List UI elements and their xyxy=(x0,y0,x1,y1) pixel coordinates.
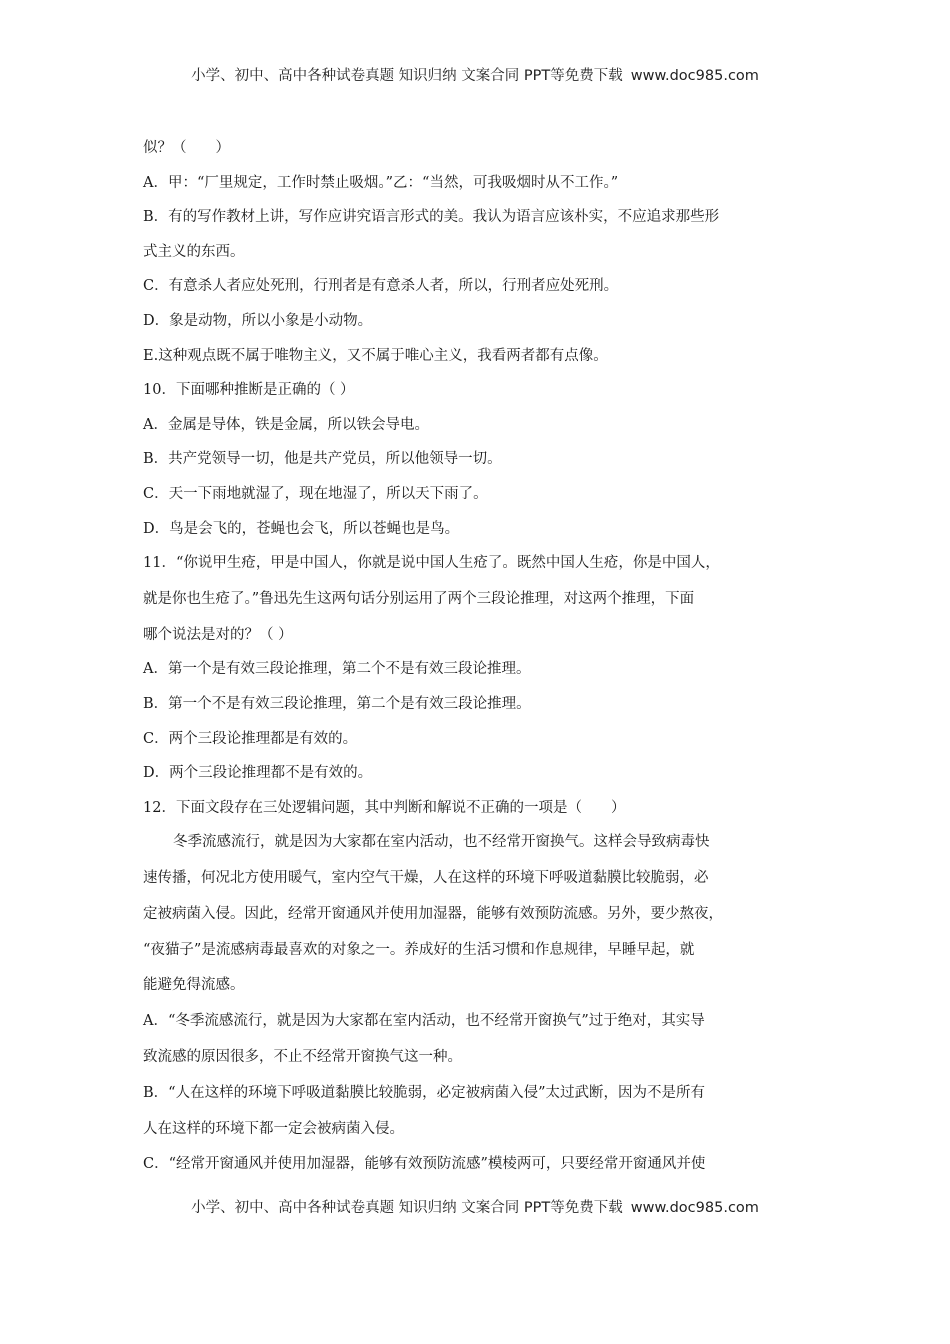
question-10-stem: 10．下面哪种推断是正确的（ ） xyxy=(143,382,355,399)
q11-option-b: B．第一个不是有效三段论推理，第二个是有效三段论推理。 xyxy=(143,695,531,712)
q9-option-e: E.这种观点既不属于唯物主义，又不属于唯心主义，我看两者都有点像。 xyxy=(143,347,608,364)
question-11-stem: 11．“你说甲生疮，甲是中国人，你就是说中国人生疮了。既然中国人生疮，你是中国人， xyxy=(143,555,720,572)
footer-site-link[interactable]: www.doc985.com xyxy=(630,1200,759,1216)
header-site-link[interactable]: www.doc985.com xyxy=(630,68,759,84)
q12-passage-line: 速传播，何况北方使用暖气，室内空气干燥，人在这样的环境下呼吸道黏膜比较脆弱，必 xyxy=(143,870,709,887)
question-12-stem: 12．下面文段存在三处逻辑问题，其中判断和解说不正确的一项是（ ） xyxy=(143,799,626,816)
question-11-stem-end: 哪个说法是对的？（ ） xyxy=(143,626,293,643)
header-text: 小学、初中、高中各种试卷真题 知识归纳 文案合同 PPT等免费下载 xyxy=(191,68,623,84)
q10-option-b: B．共产党领导一切，他是共产党员，所以他领导一切。 xyxy=(143,451,502,468)
q10-option-a: A．金属是导体，铁是金属，所以铁会导电。 xyxy=(143,416,429,433)
q12-option-a: A．“冬季流感流行，就是因为大家都在室内活动，也不经常开窗换气”过于绝对，其实导 xyxy=(143,1013,705,1030)
q9-option-a: A．甲：“厂里规定，工作时禁止吸烟。”乙：“当然，可我吸烟时从不工作。” xyxy=(143,174,619,191)
page-footer xyxy=(0,1196,950,1217)
q12-passage-line: 能避免得流感。 xyxy=(143,977,245,994)
q12-passage-line: “夜猫子”是流感病毒最喜欢的对象之一。养成好的生活习惯和作息规律，早睡早起，就 xyxy=(143,941,695,958)
q9-option-c: C．有意杀人者应处死刑，行刑者是有意杀人者，所以，行刑者应处死刑。 xyxy=(143,278,619,295)
q9-option-b-cont: 式主义的东西。 xyxy=(143,243,245,260)
q11-option-a: A．第一个是有效三段论推理，第二个不是有效三段论推理。 xyxy=(143,661,531,678)
q12-passage-line: 冬季流感流行，就是因为大家都在室内活动，也不经常开窗换气。这样会导致病毒快 xyxy=(173,834,710,851)
q10-option-c: C．天一下雨地就湿了，现在地湿了，所以天下雨了。 xyxy=(143,485,488,502)
q12-passage-line: 定被病菌入侵。因此，经常开窗通风并使用加湿器，能够有效预防流感。另外，要少熬夜， xyxy=(143,905,723,922)
page-header xyxy=(0,64,950,85)
q12-option-a-cont: 致流感的原因很多，不止不经常开窗换气这一种。 xyxy=(143,1049,462,1066)
question-9-stem-tail: 似？（ ） xyxy=(143,140,230,156)
footer-text: 小学、初中、高中各种试卷真题 知识归纳 文案合同 PPT等免费下载 xyxy=(191,1200,623,1216)
q12-option-b: B．“人在这样的环境下呼吸道黏膜比较脆弱，必定被病菌入侵”太过武断，因为不是所有 xyxy=(143,1084,705,1101)
q12-option-c: C．“经常开窗通风并使用加湿器，能够有效预防流感”模棱两可，只要经常开窗通风并使 xyxy=(143,1156,706,1173)
document-body xyxy=(143,134,809,1185)
q9-option-d: D．象是动物，所以小象是小动物。 xyxy=(143,312,373,329)
q12-option-b-cont: 人在这样的环境下都一定会被病菌入侵。 xyxy=(143,1120,404,1137)
question-11-stem-cont: 就是你也生疮了。”鲁迅先生这两句话分别运用了两个三段论推理，对这两个推理，下面 xyxy=(143,590,695,607)
q9-option-b: B．有的写作教材上讲，写作应讲究语言形式的美。我认为语言应该朴实，不应追求那些形 xyxy=(143,209,720,226)
q11-option-d: D．两个三段论推理都不是有效的。 xyxy=(143,765,373,782)
q10-option-d: D．鸟是会飞的，苍蝇也会飞，所以苍蝇也是鸟。 xyxy=(143,520,460,537)
q11-option-c: C．两个三段论推理都是有效的。 xyxy=(143,730,358,747)
